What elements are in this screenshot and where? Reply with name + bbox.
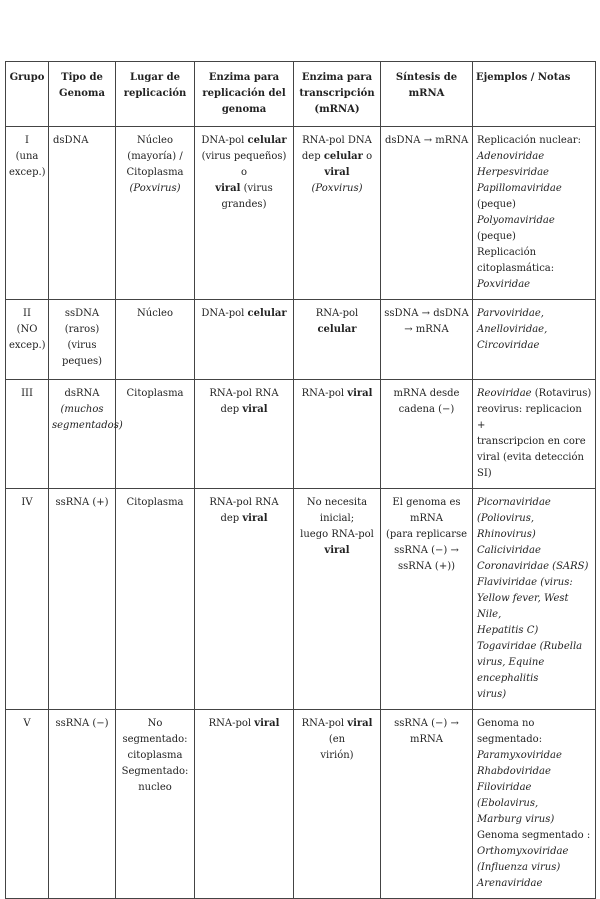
enz-text: dep <box>301 151 324 162</box>
enz-text: dep <box>220 404 243 415</box>
notas-family: Flaviviridae (virus: <box>477 577 573 588</box>
cell-tipo <box>49 710 116 899</box>
tipo-text: dsRNA <box>64 388 100 399</box>
table-row <box>6 710 596 899</box>
grupo-label: II <box>23 308 31 319</box>
grupo-note: excep.) <box>9 167 46 178</box>
cell-lugar <box>116 710 195 899</box>
enz-text: (en <box>328 734 346 745</box>
notas-family: Coronaviridae (SARS) <box>477 561 589 572</box>
tipo-text: ssRNA (+) <box>55 497 109 508</box>
cell-lugar <box>116 489 195 710</box>
lugar-text: segmentado: <box>122 734 188 745</box>
cell-sintesis <box>381 127 473 300</box>
header-grupo: Grupo <box>6 62 49 127</box>
sintesis-text: mRNA desde <box>393 388 460 399</box>
enz-bold: celular <box>323 151 363 162</box>
enz-text: (virus <box>240 183 273 194</box>
notas-family: Picornaviridae <box>477 497 551 508</box>
cell-sintesis <box>381 300 473 380</box>
enz-text: o <box>362 151 373 162</box>
lugar-italic: (Poxvirus) <box>129 183 181 194</box>
tipo-text: ssDNA <box>64 308 100 319</box>
cell-sintesis <box>381 380 473 489</box>
notas-family: Parvoviridae, <box>477 308 544 319</box>
cell-notas <box>473 710 596 899</box>
cell-tipo <box>49 300 116 380</box>
tipo-text: (virus <box>67 340 97 351</box>
table-row <box>6 380 596 489</box>
sintesis-text: ssRNA (+)) <box>397 561 456 572</box>
enz-text: RNA-pol <box>208 718 255 729</box>
notas-text: Genoma no segmentado: <box>477 718 543 745</box>
header-ejemplos-notas: Ejemplos / Notas <box>473 62 596 127</box>
notas-family: (Influenza virus) <box>477 862 561 873</box>
notas-text: (Rotavirus) <box>531 388 592 399</box>
cell-enzima-tr <box>294 380 381 489</box>
cell-enzima-tr <box>294 710 381 899</box>
sintesis-text: ssDNA → dsDNA <box>384 308 469 319</box>
grupo-label: V <box>23 718 31 729</box>
lugar-text: No <box>147 718 163 729</box>
notas-text: (peque) <box>477 231 516 242</box>
header-sintesis-mrna: Síntesis de mRNA <box>381 62 473 127</box>
table-row <box>6 127 596 300</box>
lugar-text: citoplasma <box>127 750 183 761</box>
enz-text: DNA-pol <box>201 135 248 146</box>
enz-text: dep <box>220 513 243 524</box>
notas-family: Yellow fever, West Nile, <box>477 593 569 620</box>
enz-bold: viral <box>347 718 373 729</box>
enz-bold: celular <box>247 135 287 146</box>
notas-family: Reoviridae <box>477 388 532 399</box>
lugar-text: (mayoría) / <box>127 151 183 162</box>
enz-text: (virus pequeños) o <box>201 151 287 178</box>
lugar-text: Segmentado: <box>121 766 189 777</box>
tipo-italic: segmentados) <box>52 420 123 431</box>
notas-family: Rhabdoviridae <box>477 766 551 777</box>
notas-text: Genoma segmentado : <box>477 830 591 841</box>
enz-italic: (Poxvirus) <box>311 183 363 194</box>
notas-family: Adenoviridae <box>477 151 545 162</box>
cell-enzima-rep <box>195 710 294 899</box>
enz-text: grandes) <box>221 199 267 210</box>
notas-family: (Poliovirus, Rhinovirus) <box>477 513 536 540</box>
lugar-text: Citoplasma <box>126 167 184 178</box>
sintesis-text: ssRNA (−) → <box>394 718 459 729</box>
tipo-text: (raros) <box>64 324 100 335</box>
cell-tipo <box>49 489 116 710</box>
notas-family: virus) <box>477 689 507 700</box>
virus-classification-table <box>5 61 596 899</box>
notas-family: Marburg virus) <box>477 814 555 825</box>
cell-lugar <box>116 300 195 380</box>
cell-notas <box>473 127 596 300</box>
sintesis-text: mRNA <box>410 734 443 745</box>
cell-enzima-rep <box>195 300 294 380</box>
enz-text: RNA-pol <box>301 718 348 729</box>
enz-bold: celular <box>317 324 357 335</box>
notas-family: Anelloviridae, <box>477 324 548 335</box>
tipo-text: dsDNA <box>53 135 89 146</box>
cell-grupo <box>6 489 49 710</box>
header-enzima-transcripcion: Enzima para transcripción (mRNA) <box>294 62 381 127</box>
sintesis-text: dsDNA → mRNA <box>385 135 469 146</box>
tipo-text: ssRNA (−) <box>55 718 109 729</box>
cell-enzima-rep <box>195 380 294 489</box>
cell-grupo <box>6 380 49 489</box>
table-row <box>6 300 596 380</box>
lugar-text: Núcleo <box>137 135 173 146</box>
enz-text: RNA-pol <box>301 388 348 399</box>
enz-bold: viral <box>242 404 268 415</box>
lugar-text: nucleo <box>138 782 172 793</box>
sintesis-text: → mRNA <box>404 324 449 335</box>
sintesis-text: El genoma es <box>392 497 461 508</box>
enz-bold: viral <box>347 388 373 399</box>
notas-family: Togaviridae (Rubella <box>477 641 583 652</box>
notas-family: Hepatitis C) <box>477 625 539 636</box>
cell-notas <box>473 380 596 489</box>
grupo-label: III <box>21 388 33 399</box>
notas-family: Papillomaviridae <box>477 183 562 194</box>
cell-enzima-rep <box>195 127 294 300</box>
enz-bold: viral <box>215 183 241 194</box>
enz-bold: viral <box>324 167 350 178</box>
notas-family: Arenaviridae <box>477 878 543 889</box>
cell-enzima-tr <box>294 300 381 380</box>
cell-tipo <box>49 380 123 489</box>
sintesis-text: mRNA <box>410 513 443 524</box>
tipo-italic: (muchos <box>60 404 104 415</box>
notas-family: virus, Equine encephalitis <box>477 657 545 684</box>
notas-text: Replicación nuclear: <box>477 135 581 146</box>
enz-text: luego RNA-pol <box>300 529 374 540</box>
sintesis-text: (para replicarse <box>385 529 468 540</box>
enz-bold: celular <box>247 308 287 319</box>
grupo-label: IV <box>21 497 33 508</box>
grupo-note: (una <box>15 151 39 162</box>
cell-enzima-rep <box>195 489 294 710</box>
sintesis-text: cadena (−) <box>398 404 455 415</box>
tipo-text: peques) <box>61 356 103 367</box>
cell-grupo <box>6 300 49 380</box>
cell-lugar <box>116 127 195 300</box>
notas-family: Poxviridae <box>477 279 531 290</box>
enz-bold: viral <box>254 718 280 729</box>
grupo-note: (NO <box>16 324 38 335</box>
notas-text: (peque) <box>477 199 516 210</box>
cell-notas <box>473 300 596 380</box>
cell-lugar <box>116 380 195 489</box>
enz-text: RNA-pol DNA <box>302 135 372 146</box>
header-enzima-replicacion: Enzima para replicación del genoma <box>195 62 294 127</box>
header-tipo-genoma: Tipo de Genoma <box>49 62 116 127</box>
enz-text: RNA-pol <box>315 308 359 319</box>
lugar-text: Citoplasma <box>126 497 184 508</box>
notas-text: viral (evita detección SI) <box>477 452 584 479</box>
cell-tipo <box>49 127 116 300</box>
notas-family: Herpesviridae <box>477 167 549 178</box>
notas-family: Orthomyxoviridae <box>477 846 569 857</box>
notas-text: reovirus: replicacion + <box>477 404 582 431</box>
enz-text: No necesita inicial; <box>306 497 368 524</box>
notas-family: Paramyxoviridae <box>477 750 562 761</box>
header-lugar-replicacion: Lugar de replicación <box>116 62 195 127</box>
notas-family: Polyomaviridae <box>477 215 555 226</box>
grupo-note: excep.) <box>9 340 46 351</box>
notas-family: Caliciviridae <box>477 545 541 556</box>
cell-enzima-tr <box>294 127 381 300</box>
grupo-label: I <box>25 135 29 146</box>
cell-grupo <box>6 127 49 300</box>
cell-grupo <box>6 710 49 899</box>
enz-bold: viral <box>242 513 268 524</box>
sintesis-text: ssRNA (−) → <box>394 545 459 556</box>
notas-text: Replicación <box>477 247 537 258</box>
enz-text: DNA-pol <box>201 308 248 319</box>
enz-text: RNA-pol RNA <box>209 388 279 399</box>
notas-text: transcripcion en core <box>477 436 586 447</box>
enz-text: RNA-pol RNA <box>209 497 279 508</box>
enz-text: virión) <box>320 750 354 761</box>
cell-notas <box>473 489 596 710</box>
enz-bold: viral <box>324 545 350 556</box>
notas-family: Circoviridae <box>477 340 540 351</box>
cell-sintesis <box>381 710 473 899</box>
notas-text: citoplasmática: <box>477 263 555 274</box>
cell-enzima-tr <box>294 489 381 710</box>
header-row <box>6 62 596 127</box>
lugar-text: Citoplasma <box>126 388 184 399</box>
cell-sintesis <box>381 489 473 710</box>
lugar-text: Núcleo <box>137 308 173 319</box>
table-row <box>6 489 596 710</box>
notas-family: Filoviridae (Ebolavirus, <box>477 782 539 809</box>
